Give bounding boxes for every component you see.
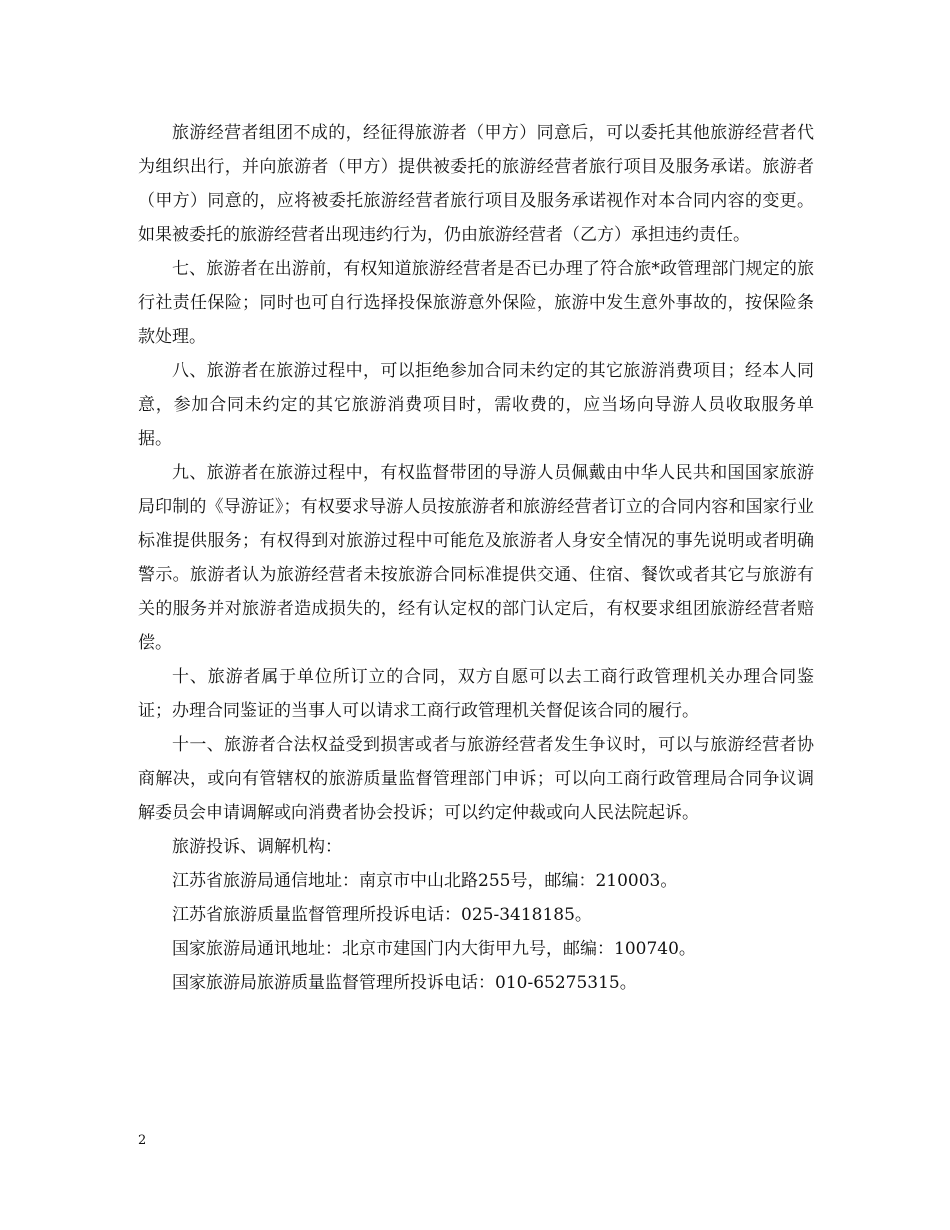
contact-jiangsu-phone: 江苏省旅游质量监督管理所投诉电话：025-3418185。 [172,905,592,925]
contact-national-address: 国家旅游局通讯地址：北京市建国门内大街甲九号，邮编：100740。 [172,939,696,959]
paragraph-clause-8: 八、旅游者在旅游过程中，可以拒绝参加合同未约定的其它旅游消费项目；经本人同意，参加合同未约定的其它旅游消费项目时，需收费的，应当场向导游人员收取服务单据。 [138,361,814,449]
document-body [138,116,814,1000]
paragraph-clause-9: 九、旅游者在旅游过程中，有权监督带团的导游人员佩戴由中华人民共和国国家旅游局印制的《导游证》；有权要求导游人员按旅游者和旅游经营者订立的合同内容和国家行业标准提供服务；有权得到对旅游过程中可能危及旅游者人身安全情况的事先说明或者明确警示。旅游者认为旅游经营者未按旅游合同标准提供交通、住宿、餐饮或者其它与旅游有关的服务并对旅游者造成损失的，经有认定权的部门认定后，有权要求组团旅游经营者赔偿。 [138,463,814,653]
page-number: 2 [138,1133,147,1148]
paragraph-delegation: 旅游经营者组团不成的，经征得旅游者（甲方）同意后，可以委托其他旅游经营者代为组织出行，并向旅游者（甲方）提供被委托的旅游经营者旅行项目及服务承诺。旅游者（甲方）同意的，应将被委托旅游经营者旅行项目及服务承诺视作对本合同内容的变更。如果被委托的旅游经营者出现违约行为，仍由旅游经营者（乙方）承担违约责任。 [138,123,814,245]
contacts-heading: 旅游投诉、调解机构： [172,837,342,857]
paragraph-clause-7: 七、旅游者在出游前，有权知道旅游经营者是否已办理了符合旅*政管理部门规定的旅行社责任保险；同时也可自行选择投保旅游意外保险，旅游中发生意外事故的，按保险条款处理。 [138,259,814,347]
contact-jiangsu-address: 江苏省旅游局通信地址：南京市中山北路255号，邮编：210003。 [172,871,678,891]
contact-national-phone: 国家旅游局旅游质量监督管理所投诉电话：010-65275315。 [172,973,637,993]
paragraph-clause-10: 十、旅游者属于单位所订立的合同，双方自愿可以去工商行政管理机关办理合同鉴证；办理合同鉴证的当事人可以请求工商行政管理机关督促该合同的履行。 [138,667,814,721]
paragraph-clause-11: 十一、旅游者合法权益受到损害或者与旅游经营者发生争议时，可以与旅游经营者协商解决，或向有管辖权的旅游质量监督管理部门申诉；可以向工商行政管理局合同争议调解委员会申请调解或向消费者协会投诉；可以约定仲裁或向人民法院起诉。 [138,735,814,823]
